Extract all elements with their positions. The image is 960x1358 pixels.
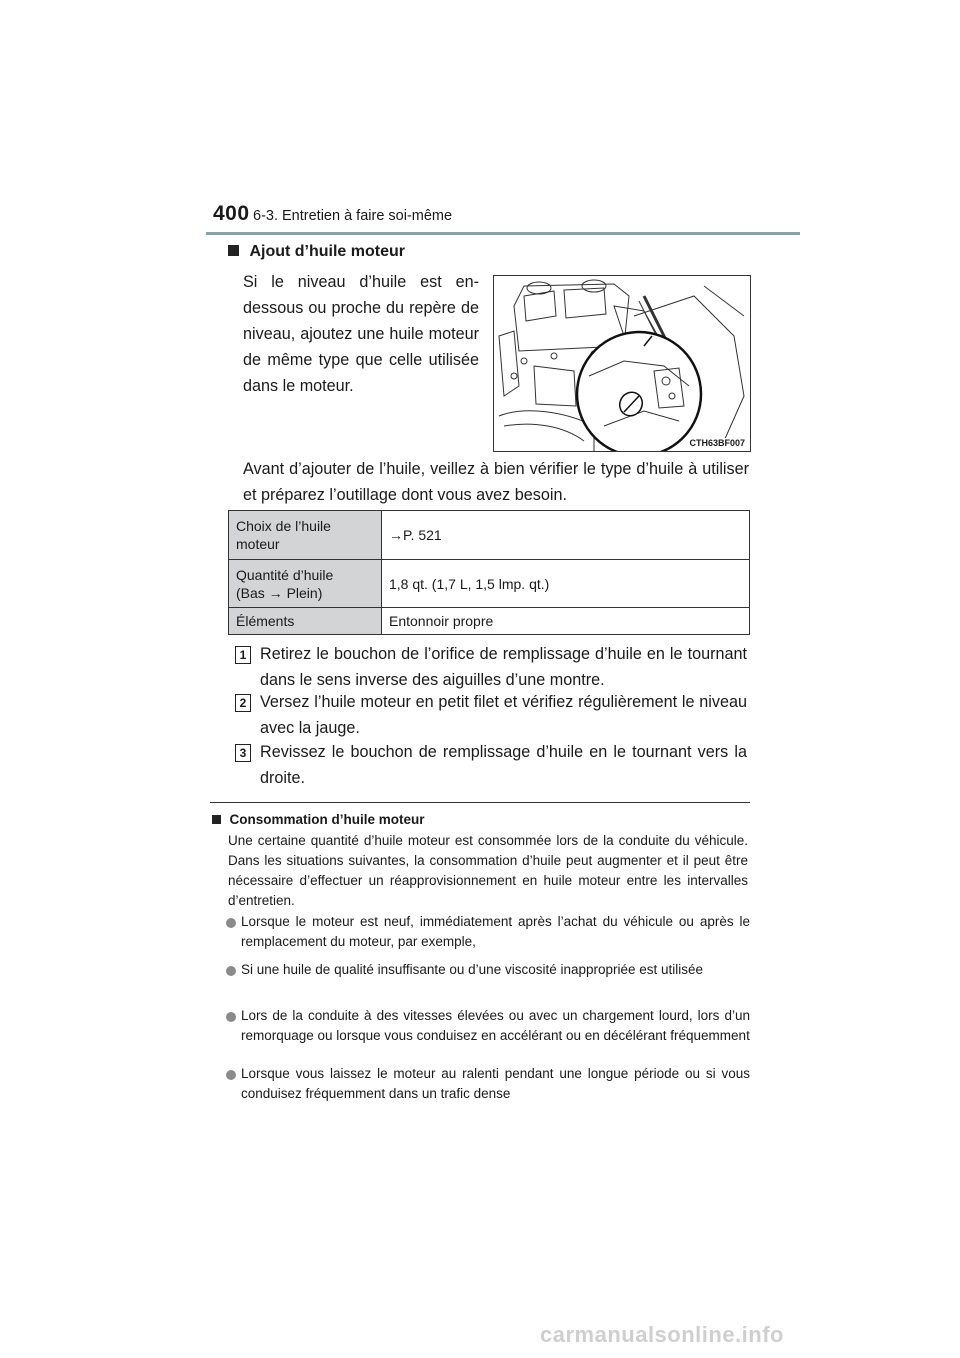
table-label-line: moteur [236,536,280,552]
figure-code: CTH63BF007 [689,438,745,448]
section-heading-text: Ajout d’huile moteur [249,243,405,260]
section-title: 6-3. Entretien à faire soi-même [253,208,453,224]
bullet-dot-icon [226,918,236,928]
step-text: Retirez le bouchon de l’orifice de remplissage d’huile en le tournant dans le sens inverse des aiguilles d’une montre. [260,645,747,689]
step-text: Versez l’huile moteur en petit filet et vérifiez régulièrement le niveau avec la jauge. [260,693,747,737]
table-label-line: Choix de l’huile [236,518,331,534]
table-value-cell: Entonnoir propre [382,608,750,635]
header-rule [206,232,800,235]
step-text: Revissez le bouchon de remplissage d’huile en le tournant vers la droite. [260,743,747,787]
table-label-line: Quantité d’huile [236,566,334,583]
bullet-item: Lors de la conduite à des vitesses élevées ou avec un chargement lourd, lors d’un remorquage ou lorsque vous conduisez en accélérant ou en décélérant fréquemment [241,1008,750,1043]
bullet-dot-icon [226,1012,236,1022]
table-row [229,511,750,560]
bullet-item: Lorsque le moteur est neuf, immédiatement après l’achat du véhicule ou après le remplacement du moteur, par exemple, [241,914,750,949]
consumption-heading [212,811,424,829]
table-row [229,608,750,635]
table-label-line: (Bas → Plein) [236,584,323,601]
table-label-cell [229,560,382,608]
square-bullet-icon [228,245,239,256]
bullet-dot-icon [226,966,236,976]
table-label-cell [229,511,382,560]
table-row [229,560,750,608]
page-number: 400 [213,202,250,225]
oil-spec-table [228,510,750,635]
square-bullet-icon [212,815,221,824]
engine-figure [493,275,751,452]
section-heading [228,243,405,261]
watermark: carmanualsonline.info [540,1322,784,1347]
step-number-badge: 2 [235,694,251,712]
consumption-intro: Une certaine quantité d’huile moteur est consommée lors de la conduite du véhicule. Dans les situations suivantes, la consommation d’huile peut augmenter et il peut être nécessaire d’effectuer un réapprovisionnement en huile moteur entre les intervalles d’entretien. [228,833,748,908]
step-number-badge: 1 [235,646,251,664]
table-value-cell: 1,8 qt. (1,7 L, 1,5 lmp. qt.) [382,560,750,608]
bullet-item: Lorsque vous laissez le moteur au ralenti pendant une longue période ou si vous conduisez fréquemment dans un trafic dense [241,1066,750,1101]
table-label-cell [229,608,382,635]
bullet-dot-icon [226,1070,236,1080]
engine-illustration [494,276,750,451]
intro-paragraph: Si le niveau d’huile est en-dessous ou proche du repère de niveau, ajoutez une huile moteur de même type que celle utilisée dans le moteur. [243,273,479,395]
consumption-heading-text: Consommation d’huile moteur [229,812,425,827]
step-number-badge: 3 [235,744,251,762]
section-divider [210,802,750,803]
table-value-cell: →P. 521 [382,511,750,560]
table-label-line: Éléments [236,613,295,629]
bullet-item: Si une huile de qualité insuffisante ou d’une viscosité inappropriée est utilisée [241,962,704,977]
before-paragraph: Avant d’ajouter de l’huile, veillez à bien vérifier le type d’huile à utiliser et préparez l’outillage dont vous avez besoin. [243,460,749,504]
